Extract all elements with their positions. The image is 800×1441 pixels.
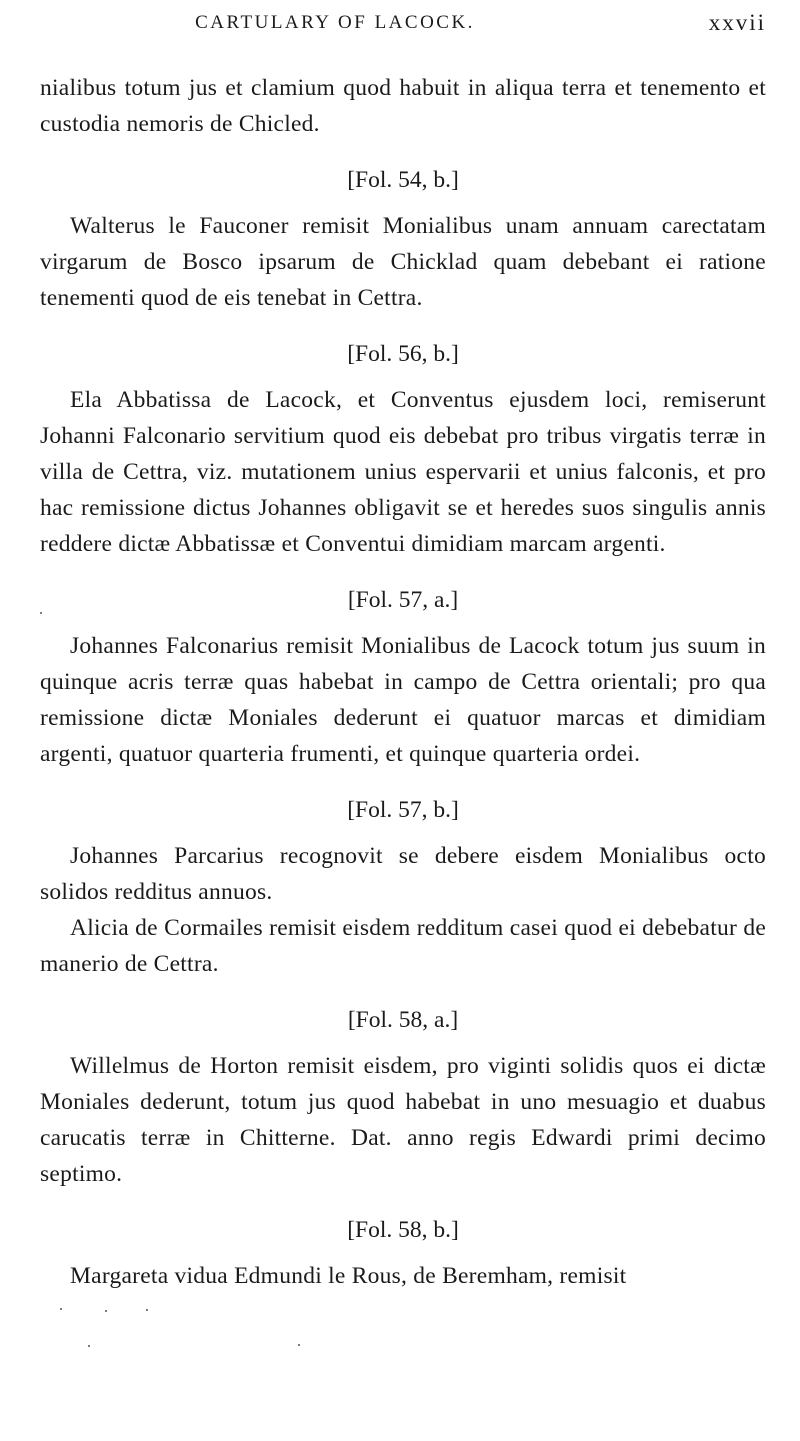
folio-heading: [Fol. 58, b.] <box>347 1217 459 1243</box>
scan-speck <box>88 1345 90 1347</box>
scan-speck <box>105 1310 107 1312</box>
scan-speck <box>60 1308 62 1310</box>
folio-heading: [Fol. 56, b.] <box>347 341 459 367</box>
paragraph: Walterus le Fauconer remisit Monialibus unam annuam carectatam virgarum de Bosco ipsarum de Chicklad quam debebant ei ratione tenementi quod de eis tenebat in Cettra. <box>40 213 766 311</box>
paragraph: Alicia de Cormailes remisit eisdem redditum casei quod ei debebatur de manerio de Cettra. <box>40 915 766 977</box>
paragraph: Willelmus de Horton remisit eisdem, pro viginti solidis quos ei dictæ Moniales dederunt, totum jus quod habebat in uno mesuagio et duabus carucatis terræ in Chitterne. Dat. anno regis Edwardi primi decimo septimo. <box>40 1053 766 1187</box>
paragraph: Margareta vidua Edmundi le Rous, de Beremham, remisit <box>70 1263 627 1289</box>
folio-heading: [Fol. 54, b.] <box>347 167 459 193</box>
paragraph: Johannes Parcarius recognovit se debere eisdem Monialibus octo solidos redditus annuos. <box>40 843 766 905</box>
scan-speck <box>146 1309 148 1311</box>
body-text <box>40 70 766 1294</box>
running-head <box>40 8 766 40</box>
folio-heading: [Fol. 57, a.] <box>347 587 459 613</box>
document-page <box>40 0 766 1441</box>
opening-paragraph: nialibus totum jus et clamium quod habuit in aliqua terra et tenemento et custodia nemoris de Chicled. <box>40 75 766 137</box>
paragraph: Ela Abbatissa de Lacock, et Conventus ejusdem loci, remiserunt Johanni Falconario servitium quod eis debebat pro tribus virgatis terræ in villa de Cettra, viz. mutationem unius espervarii et unius falconis, et pro hac remissione dictus Johannes obligavit se et heredes suos singulis annis reddere dictæ Abbatissæ et Conventui dimidiam marcam argenti. <box>40 387 766 557</box>
scan-speck <box>298 1344 300 1346</box>
running-title: CARTULARY OF LACOCK. <box>195 12 475 33</box>
page-number: xxvii <box>708 10 766 35</box>
folio-heading: [Fol. 58, a.] <box>347 1007 459 1033</box>
scan-speck <box>40 612 42 614</box>
folio-heading: [Fol. 57, b.] <box>347 797 459 823</box>
paragraph: Johannes Falconarius remisit Monialibus de Lacock totum jus suum in quinque acris terræ quas habebat in campo de Cettra orientali; pro qua remissione dictæ Moniales dederunt ei quatuor marcas et dimidiam argenti, quatuor quarteria frumenti, et quinque quarteria ordei. <box>40 633 766 767</box>
